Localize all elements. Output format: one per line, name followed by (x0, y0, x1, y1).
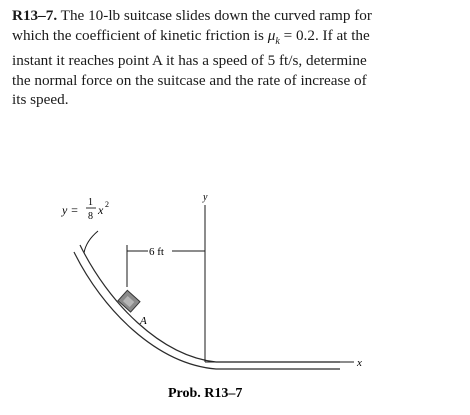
dimension-label: 6 ft (149, 246, 164, 258)
x-axis-label: x (357, 357, 362, 369)
equation-exponent: 2 (105, 200, 109, 209)
problem-text-line-2b: = 0.2. If at the (279, 26, 370, 44)
equation-variable: x (98, 203, 104, 217)
y-axis-label: y (203, 192, 208, 203)
problem-id: R13–7. (12, 7, 58, 24)
suitcase (118, 290, 140, 312)
mu-symbol: μ (267, 26, 276, 44)
equation-lhs: y = (62, 203, 79, 217)
problem-text-line-5: its speed. (12, 91, 69, 109)
figure-caption: Prob. R13–7 (168, 386, 243, 401)
problem-text-line-4: the normal force on the suitcase and the rate of increase of (12, 71, 367, 89)
equation-numerator: 1 (88, 197, 93, 208)
problem-text-line-2a: which the coefficient of kinetic friction is (12, 26, 268, 44)
problem-text-line-1: The 10-lb suitcase slides down the curved ramp for (60, 7, 372, 24)
point-a-label: A (140, 315, 147, 327)
ramp-surface-lower (74, 252, 340, 369)
equation-denominator: 8 (88, 211, 93, 222)
mu-subscript: k (275, 35, 280, 47)
problem-text-line-3: instant it reaches point A it has a speed of 5 ft/s, determine (12, 52, 367, 70)
ramp-surface-upper (80, 245, 340, 362)
equation-leader-line (84, 231, 98, 253)
